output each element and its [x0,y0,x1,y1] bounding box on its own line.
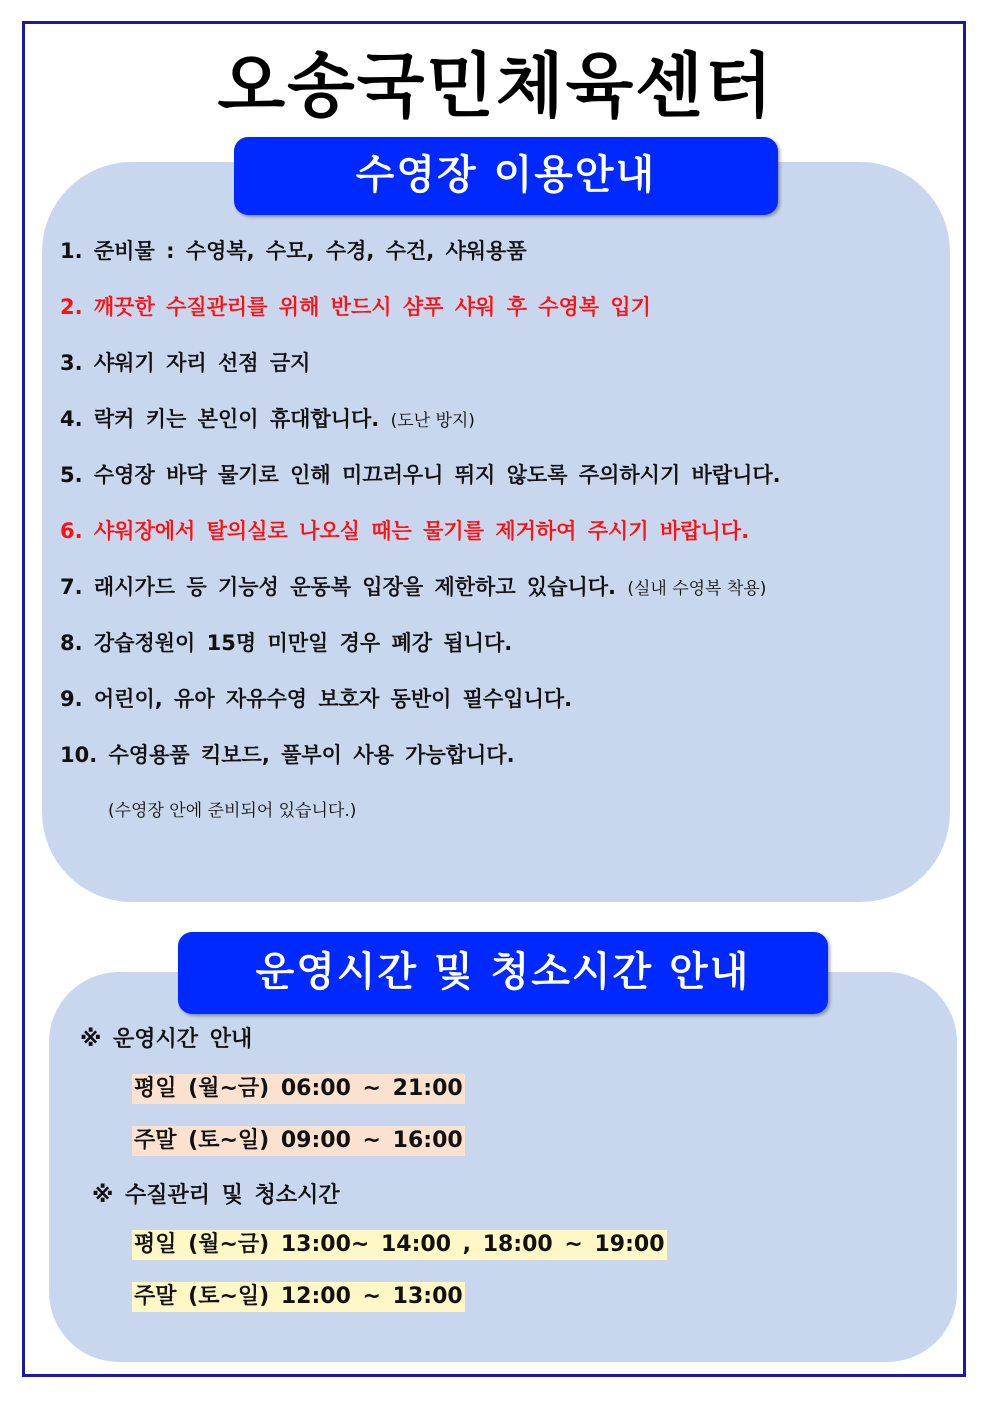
usage-rules-banner: 수영장 이용안내 [234,137,778,215]
rule-item-2: 2. 깨끗한 수질관리를 위해 반드시 샴푸 샤워 후 수영복 입기 [60,295,651,319]
operating-hours-heading: ※ 운영시간 안내 [80,1027,253,1052]
rule-item-7: 7. 래시가드 등 기능성 운동복 입장을 제한하고 있습니다. (실내 수영복 착용) [60,575,767,599]
cleaning-weekend-text: 주말 (토~일) 12:00 ~ 13:00 [132,1282,465,1312]
rule-item-4: 4. 락커 키는 본인이 휴대합니다. (도난 방지) [60,407,475,431]
cleaning-weekday-text: 평일 (월~금) 13:00~ 14:00 , 18:00 ~ 19:00 [132,1230,667,1260]
operating-weekend-text: 주말 (토~일) 09:00 ~ 16:00 [132,1126,465,1156]
rule-item-9: 9. 어린이, 유아 자유수영 보호자 동반이 필수입니다. [60,687,573,711]
rule-item-8: 8. 강습정원이 15명 미만일 경우 폐강 됩니다. [60,631,513,655]
rule-note-4: (도난 방지) [390,411,475,431]
operating-weekday-row [132,1074,465,1104]
rule-item-1: 1. 준비물 : 수영복, 수모, 수경, 수건, 샤워용품 [60,239,527,263]
cleaning-hours-heading: ※ 수질관리 및 청소시간 [92,1183,340,1208]
rule-item-5: 5. 수영장 바닥 물기로 인해 미끄러우니 뛰지 않도록 주의하시기 바랍니다. [60,463,781,487]
operating-weekday-text: 평일 (월~금) 06:00 ~ 21:00 [132,1074,465,1104]
rule-note-7: (실내 수영복 착용) [627,579,767,599]
rule-item-6: 6. 샤워장에서 탈의실로 나오실 때는 물기를 제거하여 주시기 바랍니다. [60,519,750,543]
page-title: 오송국민체육센터 [217,45,775,127]
rule-item-10-sub: (수영장 안에 준비되어 있습니다.) [108,801,357,821]
cleaning-weekday-row [132,1230,667,1260]
hours-banner: 운영시간 및 청소시간 안내 [178,932,828,1014]
operating-weekend-row [132,1126,465,1156]
usage-rules-list [60,236,940,852]
rule-item-10: 10. 수영용품 킥보드, 풀부이 사용 가능합니다. [60,743,515,767]
cleaning-weekend-row [132,1282,465,1312]
rule-item-3: 3. 샤워기 자리 선점 금지 [60,351,311,375]
